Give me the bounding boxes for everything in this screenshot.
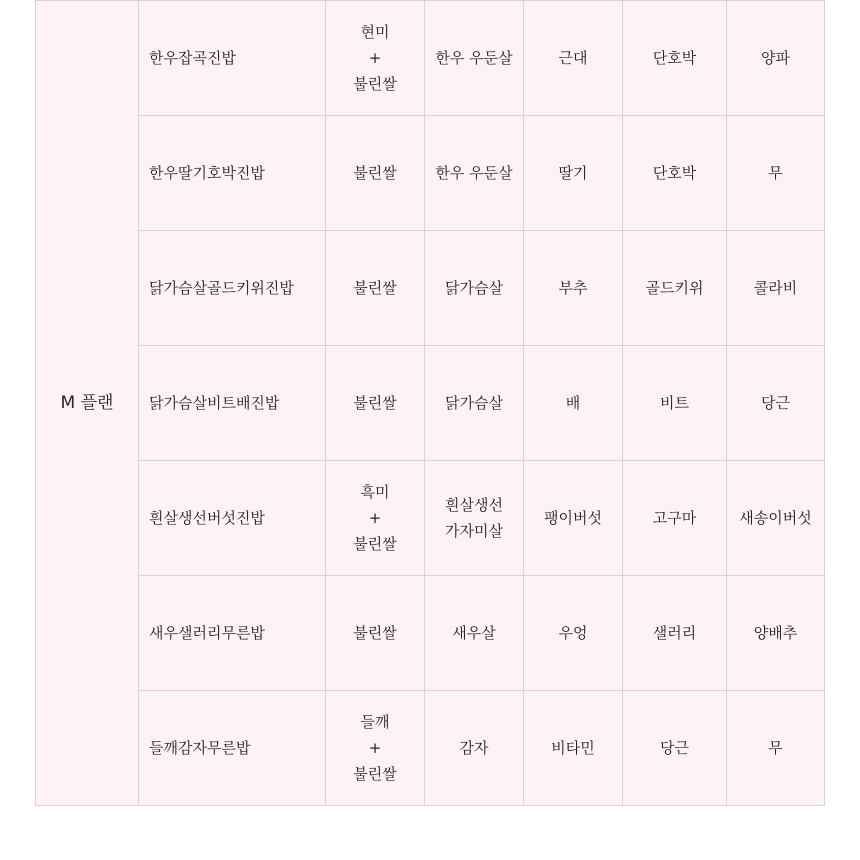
ingredient-cell: 무 — [727, 691, 825, 806]
menu-name-cell: 새우샐러리무른밥 — [139, 576, 326, 691]
menu-name-cell: 들깨감자무른밥 — [139, 691, 326, 806]
ingredient-cell: 단호박 — [623, 116, 727, 231]
table-row — [36, 1, 825, 116]
ingredient-cell: 새송이버섯 — [727, 461, 825, 576]
grain-cell-line: 들깨 — [360, 713, 390, 731]
grain-cell-line: + — [368, 739, 382, 757]
table-row — [36, 576, 825, 691]
grain-cell-line: 현미 — [360, 23, 390, 41]
ingredient-cell: 콜라비 — [727, 231, 825, 346]
menu-name-cell: 흰살생선버섯진밥 — [139, 461, 326, 576]
ingredient-cell: 우엉 — [524, 576, 623, 691]
protein-cell-line: 흰살생선 — [445, 496, 503, 514]
grain-cell — [326, 1, 425, 116]
ingredient-cell: 무 — [727, 116, 825, 231]
grain-cell — [326, 461, 425, 576]
grain-cell — [326, 116, 425, 231]
protein-cell-line: 새우살 — [452, 624, 496, 642]
ingredient-cell: 당근 — [623, 691, 727, 806]
table-row — [36, 116, 825, 231]
protein-cell — [425, 116, 524, 231]
menu-name-cell: 한우잡곡진밥 — [139, 1, 326, 116]
protein-cell-line: 감자 — [459, 739, 489, 757]
table-body — [36, 1, 825, 806]
ingredient-cell: 골드키위 — [623, 231, 727, 346]
ingredient-cell: 비타민 — [524, 691, 623, 806]
menu-name-cell: 닭가슴살골드키위진밥 — [139, 231, 326, 346]
grain-cell-line: 불린쌀 — [353, 75, 397, 93]
ingredient-cell: 팽이버섯 — [524, 461, 623, 576]
grain-cell — [326, 231, 425, 346]
protein-cell-line: 한우 우둔살 — [435, 49, 513, 67]
table-row — [36, 461, 825, 576]
menu-plan-table — [35, 0, 825, 806]
plan-label: M 플랜 — [36, 1, 139, 806]
ingredient-cell: 양파 — [727, 1, 825, 116]
protein-cell — [425, 461, 524, 576]
grain-cell-line: 불린쌀 — [353, 624, 397, 642]
ingredient-cell: 딸기 — [524, 116, 623, 231]
ingredient-cell: 근대 — [524, 1, 623, 116]
table-row — [36, 231, 825, 346]
grain-cell-line: + — [368, 49, 382, 67]
grain-cell-line: 흑미 — [360, 483, 390, 501]
protein-cell — [425, 1, 524, 116]
protein-cell — [425, 346, 524, 461]
ingredient-cell: 비트 — [623, 346, 727, 461]
protein-cell-line: 한우 우둔살 — [435, 164, 513, 182]
table-row — [36, 346, 825, 461]
protein-cell-line: 닭가슴살 — [445, 279, 503, 297]
protein-cell-line: 가자미살 — [445, 522, 503, 540]
ingredient-cell: 부추 — [524, 231, 623, 346]
grain-cell-line: 불린쌀 — [353, 279, 397, 297]
protein-cell — [425, 576, 524, 691]
menu-name-cell: 닭가슴살비트배진밥 — [139, 346, 326, 461]
grain-cell-line: 불린쌀 — [353, 535, 397, 553]
table-row — [36, 691, 825, 806]
protein-cell — [425, 691, 524, 806]
ingredient-cell: 당근 — [727, 346, 825, 461]
menu-name-cell: 한우딸기호박진밥 — [139, 116, 326, 231]
grain-cell-line: 불린쌀 — [353, 765, 397, 783]
grain-cell-line: + — [368, 509, 382, 527]
grain-cell — [326, 346, 425, 461]
grain-cell — [326, 691, 425, 806]
ingredient-cell: 샐러리 — [623, 576, 727, 691]
ingredient-cell: 양배추 — [727, 576, 825, 691]
protein-cell — [425, 231, 524, 346]
protein-cell-line: 닭가슴살 — [445, 394, 503, 412]
grain-cell-line: 불린쌀 — [353, 164, 397, 182]
ingredient-cell: 단호박 — [623, 1, 727, 116]
ingredient-cell: 배 — [524, 346, 623, 461]
grain-cell — [326, 576, 425, 691]
grain-cell-line: 불린쌀 — [353, 394, 397, 412]
ingredient-cell: 고구마 — [623, 461, 727, 576]
